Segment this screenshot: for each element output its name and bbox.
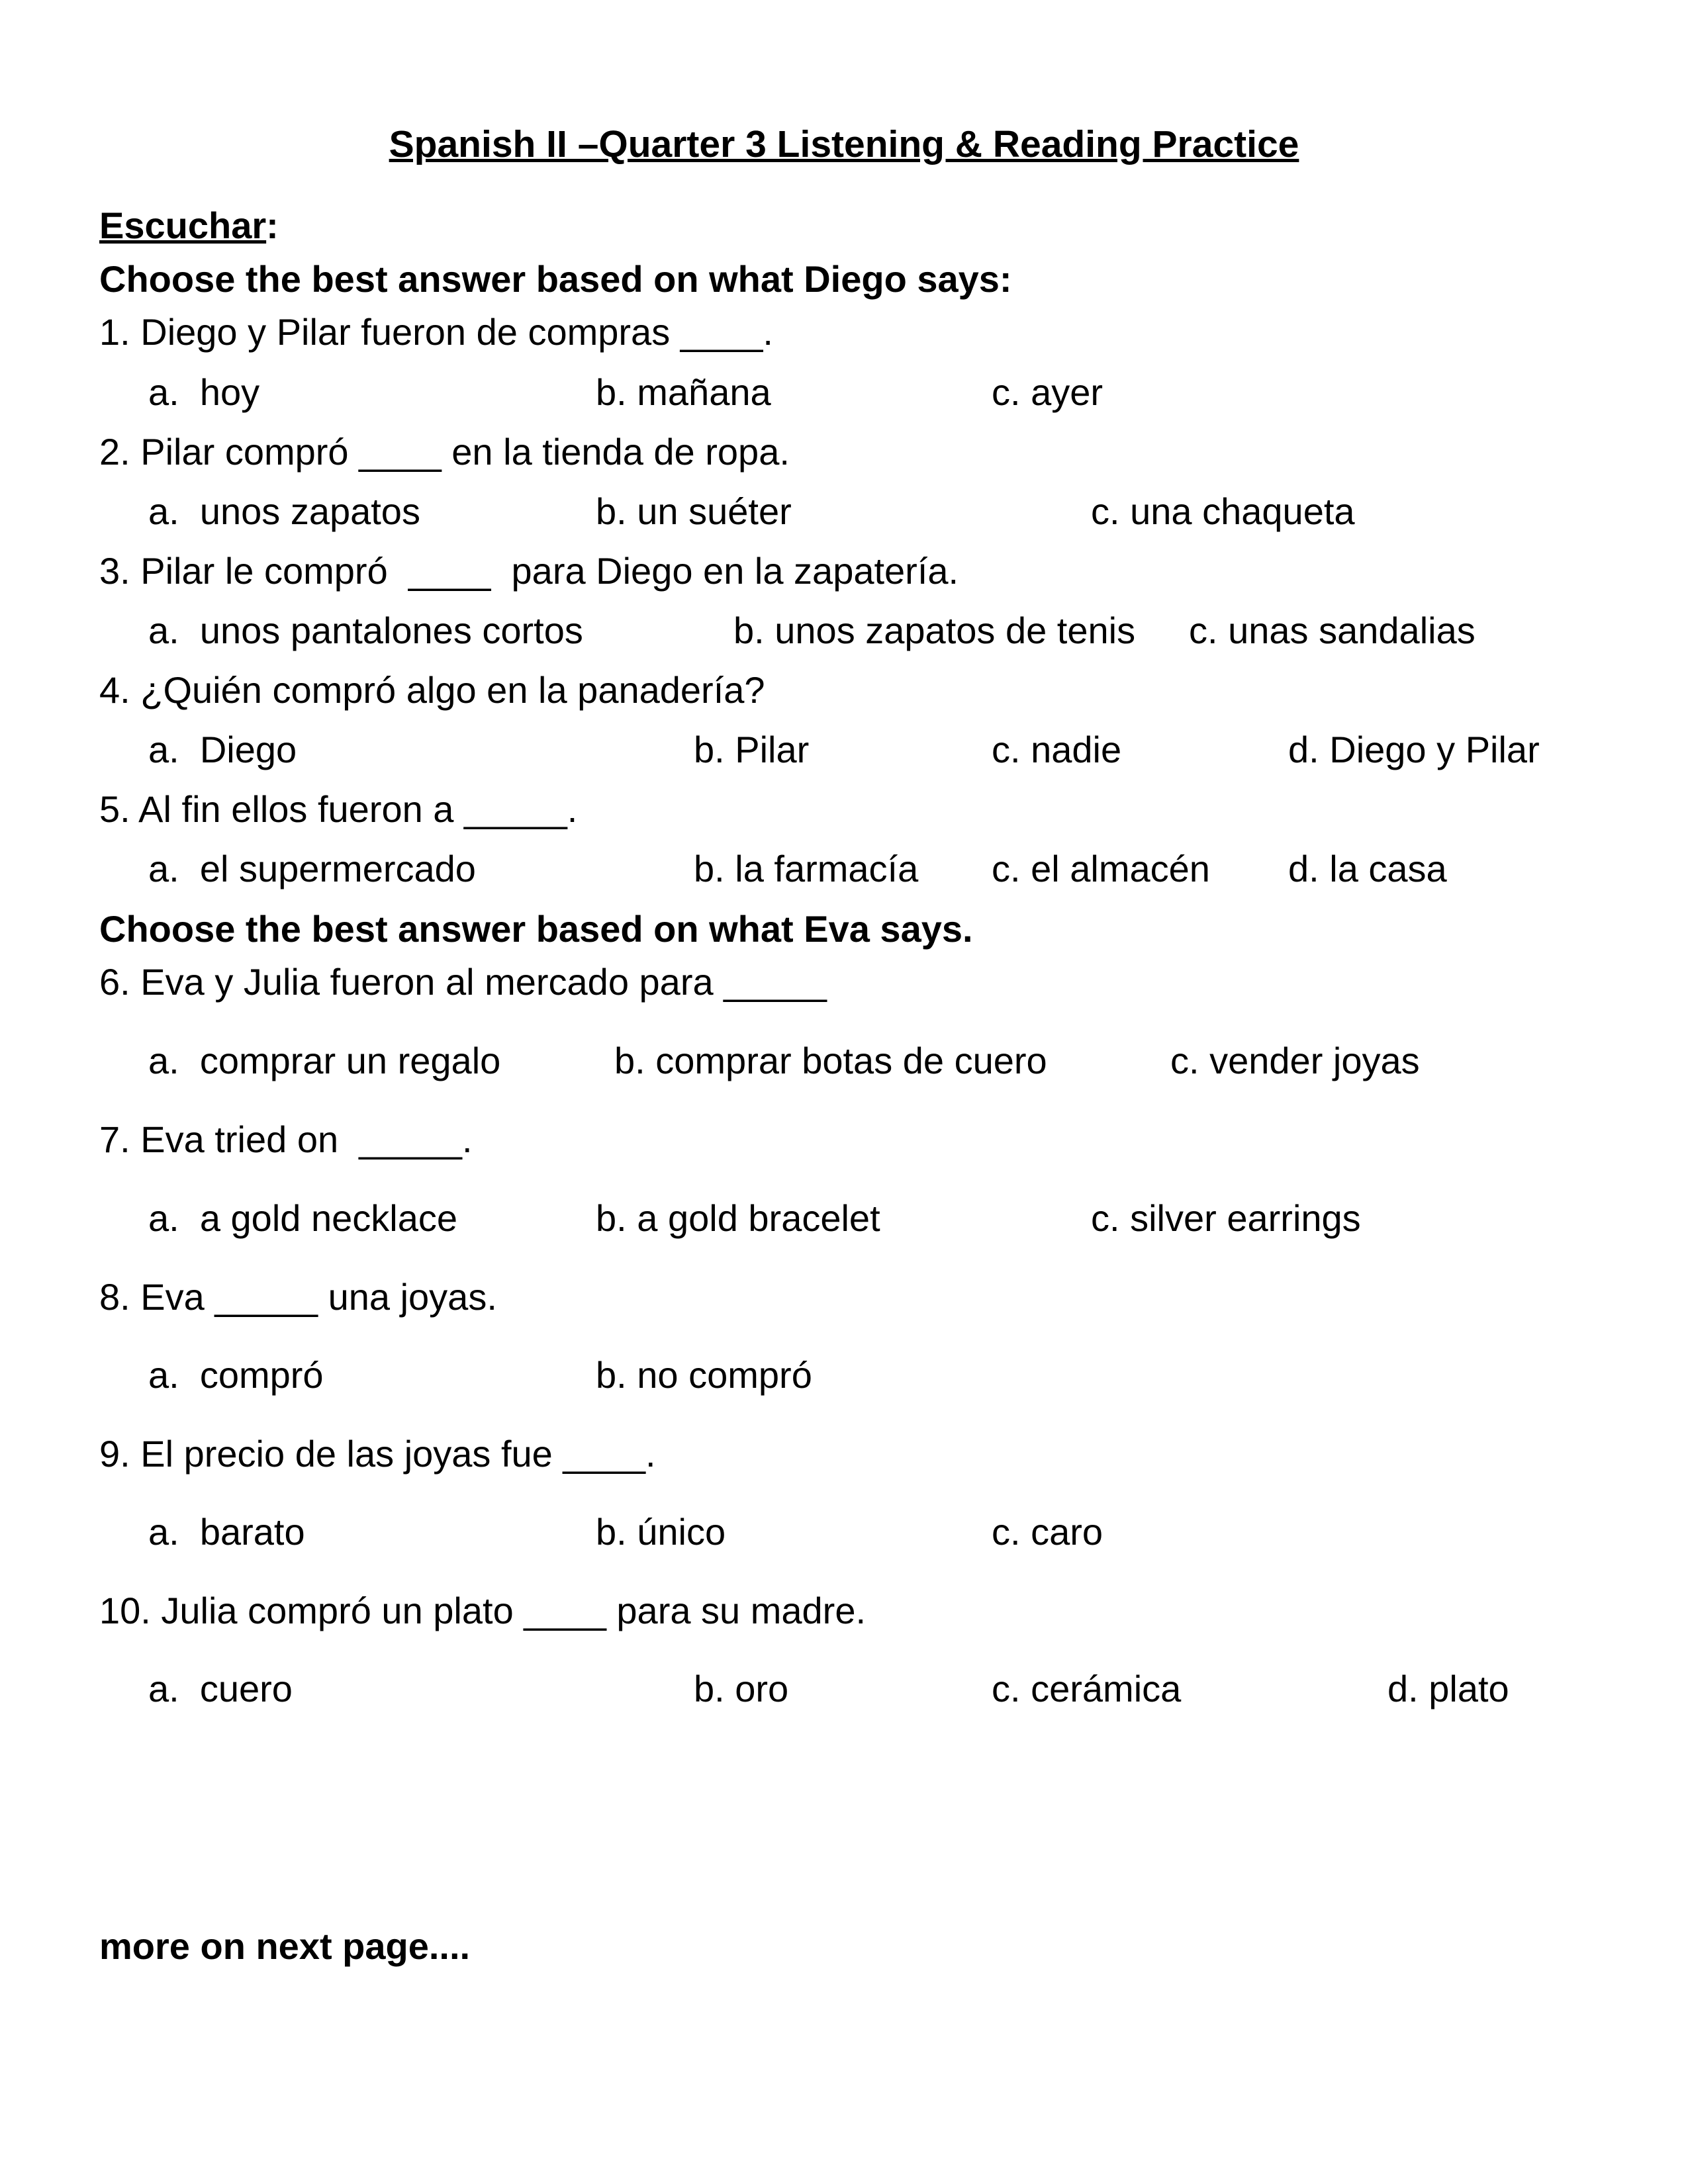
q1-option-b: b. mañana	[596, 371, 771, 413]
q8-option-b: b. no compró	[596, 1354, 812, 1396]
section-heading-colon: :	[266, 205, 279, 246]
q10-option-d: d. plato	[1387, 1668, 1509, 1709]
q9-option-a: a. barato	[148, 1511, 305, 1553]
question-6: 6. Eva y Julia fueron al mercado para _____	[99, 961, 827, 1003]
question-2: 2. Pilar compró ____ en la tienda de ropa.	[99, 431, 790, 473]
q9-option-c: c. caro	[992, 1511, 1103, 1553]
section-heading	[99, 207, 279, 244]
q5-option-a: a. el supermercado	[148, 848, 476, 889]
q1-option-a: a. hoy	[148, 371, 260, 413]
q10-option-c: c. cerámica	[992, 1668, 1182, 1709]
question-5: 5. Al fin ellos fueron a _____.	[99, 788, 578, 830]
q10-option-b: b. oro	[694, 1668, 789, 1709]
question-1: 1. Diego y Pilar fueron de compras ____.	[99, 311, 773, 353]
footer-note: more on next page....	[99, 1925, 471, 1967]
question-4: 4. ¿Quién compró algo en la panadería?	[99, 669, 765, 711]
q3-option-a: a. unos pantalones cortos	[148, 610, 583, 651]
section-heading-label: Escuchar	[99, 205, 267, 246]
q5-option-c: c. el almacén	[992, 848, 1210, 889]
q7-option-c: c. silver earrings	[1091, 1197, 1361, 1239]
question-10: 10. Julia compró un plato ____ para su madre.	[99, 1590, 867, 1631]
q7-option-a: a. a gold necklace	[148, 1197, 457, 1239]
q9-option-b: b. único	[596, 1511, 726, 1553]
question-9: 9. El precio de las joyas fue ____.	[99, 1433, 656, 1475]
q3-option-c: c. unas sandalias	[1189, 610, 1476, 651]
q2-option-c: c. una chaqueta	[1091, 490, 1355, 532]
q10-option-a: a. cuero	[148, 1668, 293, 1709]
q2-option-a: a. unos zapatos	[148, 490, 420, 532]
page-title: Spanish II –Quarter 3 Listening & Reading Practice	[389, 123, 1299, 165]
question-8: 8. Eva _____ una joyas.	[99, 1276, 497, 1318]
q4-option-a: a. Diego	[148, 729, 297, 770]
q5-option-b: b. la farmacía	[694, 848, 919, 889]
q7-option-b: b. a gold bracelet	[596, 1197, 880, 1239]
q4-option-d: d. Diego y Pilar	[1288, 729, 1540, 770]
q1-option-c: c. ayer	[992, 371, 1103, 413]
instruction-eva: Choose the best answer based on what Eva says.	[99, 908, 973, 950]
question-7: 7. Eva tried on _____.	[99, 1118, 473, 1160]
q4-option-b: b. Pilar	[694, 729, 810, 770]
instruction-diego: Choose the best answer based on what Diego says:	[99, 258, 1012, 300]
q6-option-c: c. vender joyas	[1170, 1040, 1420, 1081]
q4-option-c: c. nadie	[992, 729, 1122, 770]
q5-option-d: d. la casa	[1288, 848, 1447, 889]
q6-option-a: a. comprar un regalo	[148, 1040, 501, 1081]
q2-option-b: b. un suéter	[596, 490, 792, 532]
question-3: 3. Pilar le compró ____ para Diego en la zapatería.	[99, 550, 959, 592]
q3-option-b: b. unos zapatos de tenis	[733, 610, 1136, 651]
q8-option-a: a. compró	[148, 1354, 324, 1396]
q6-option-b: b. comprar botas de cuero	[614, 1040, 1047, 1081]
